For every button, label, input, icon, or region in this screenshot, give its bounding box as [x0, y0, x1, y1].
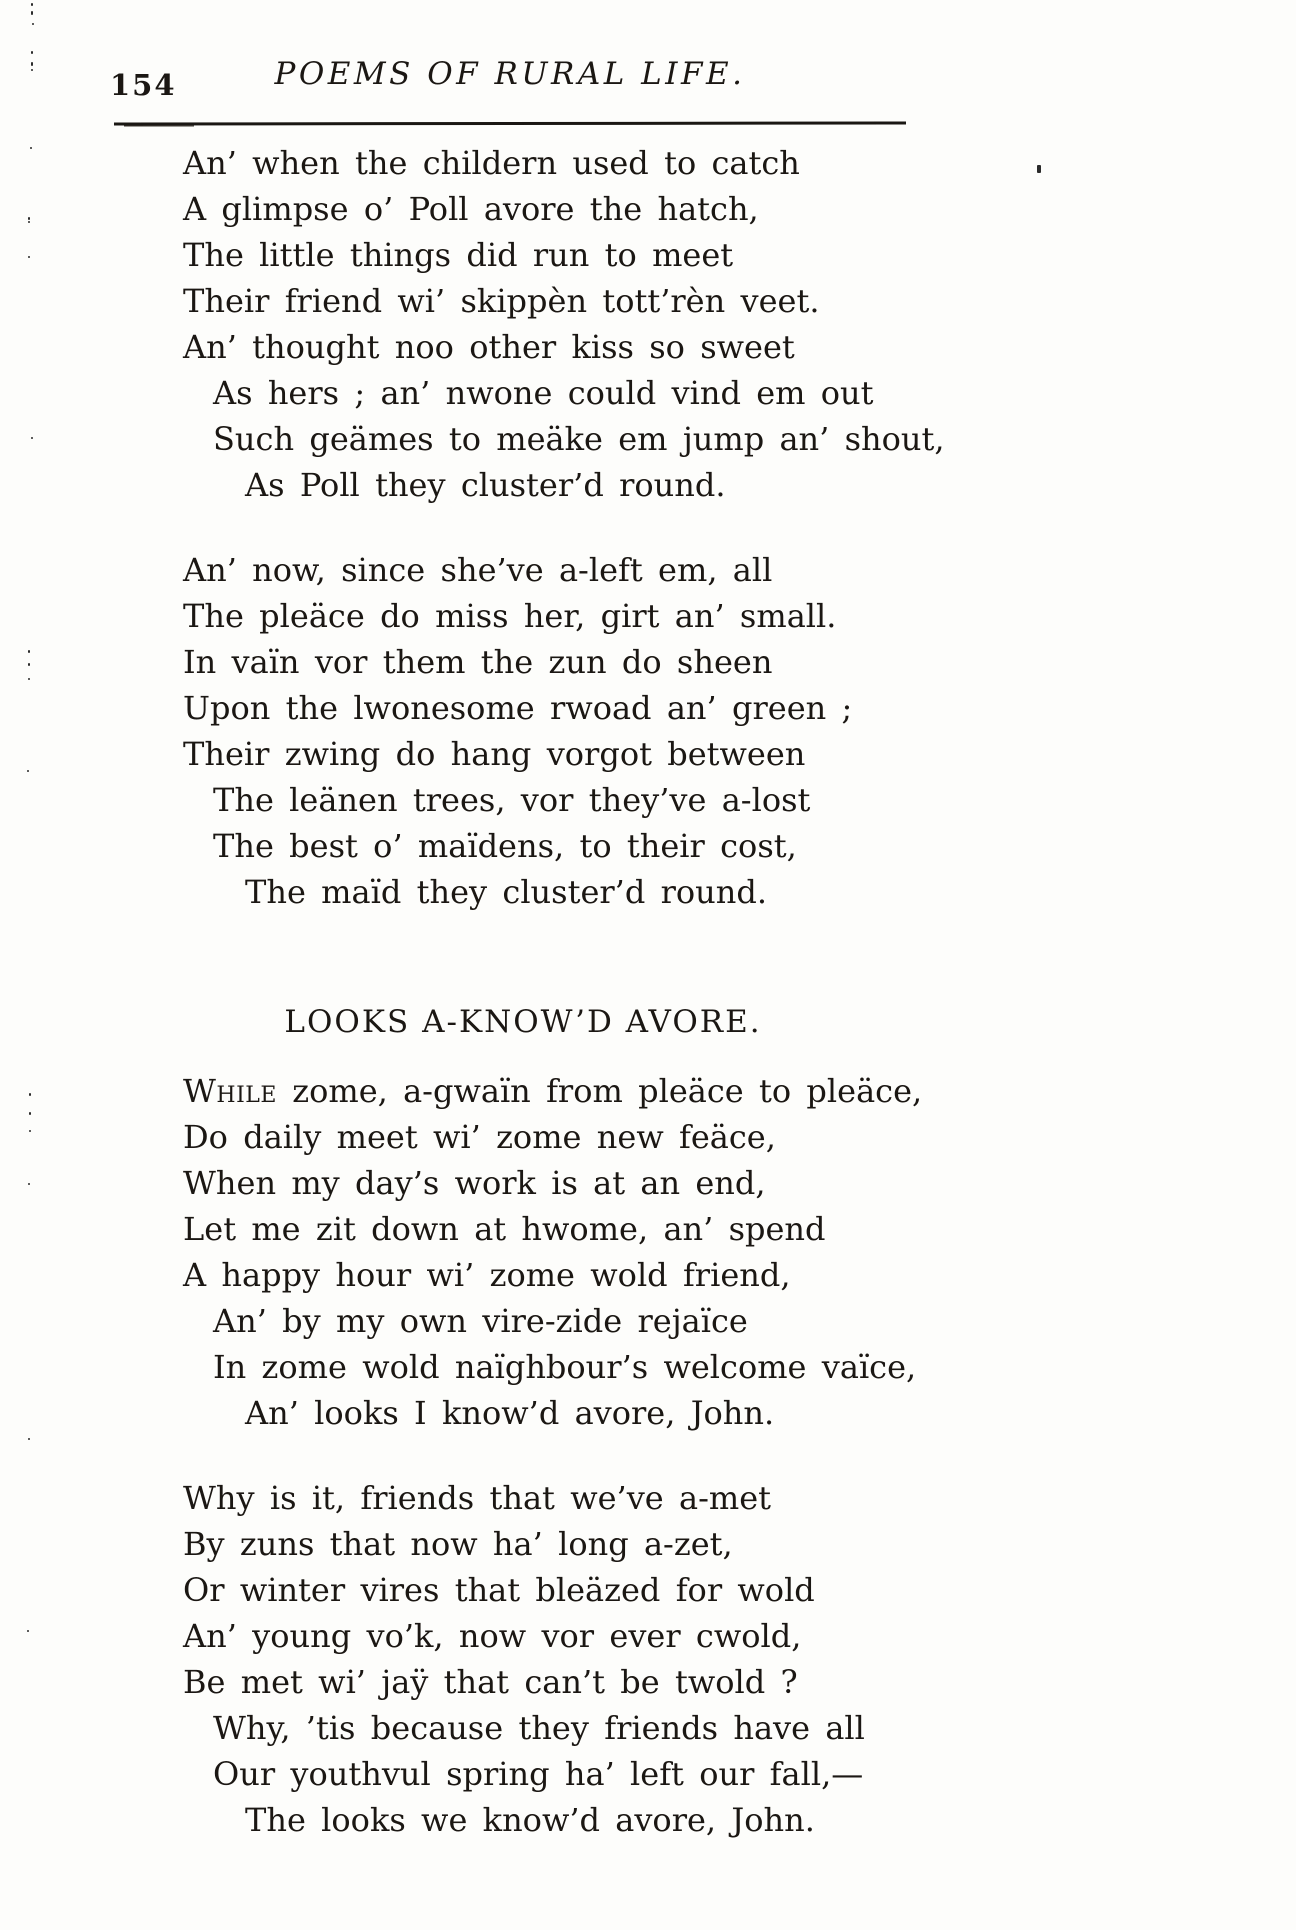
poem-line: When my day’s work is at an end, [183, 1164, 766, 1202]
header-rule [114, 121, 906, 125]
scan-speck [31, 437, 33, 439]
poem-line: The looks we know’d avore, John. [245, 1801, 815, 1839]
scan-speck [27, 1630, 29, 1632]
poem-line: Upon the lwonesome rwoad an’ green ; [183, 689, 853, 727]
scan-speck [28, 650, 30, 653]
scan-speck [28, 256, 30, 258]
scan-speck [29, 1093, 31, 1096]
stanza [183, 1068, 1256, 1436]
scan-speck [32, 23, 34, 25]
smallcaps-lead: While [183, 1072, 277, 1110]
poem-line: An’ when the childern used to catch [183, 144, 800, 182]
scan-speck [1037, 165, 1041, 173]
stanza [183, 140, 1256, 508]
poem-line: Their zwing do hang vorgot between [183, 735, 806, 773]
poem-line: The maïd they cluster’d round. [245, 873, 768, 911]
scan-speck [30, 147, 32, 149]
scan-speck [31, 11, 33, 15]
poem-title: LOOKS A-KNOW’D AVORE. [284, 1004, 762, 1040]
scan-speck [29, 1130, 31, 1132]
scan-speck [31, 51, 33, 54]
scan-speck [28, 221, 30, 223]
poem-line: In vaïn vor them the zun do sheen [183, 643, 773, 681]
poem-line: Their friend wi’ skippèn tott’rèn veet. [183, 282, 820, 320]
poem-line: Such geämes to meäke em jump an’ shout, [213, 420, 945, 458]
scan-speck [31, 69, 33, 71]
scan-speck [28, 1438, 30, 1440]
poem-line: The little things did run to meet [183, 236, 734, 274]
poem-line: The pleäce do miss her, girt an’ small. [183, 597, 837, 635]
scan-speck [28, 663, 30, 666]
scan-speck [28, 217, 30, 220]
poem-line: As hers ; an’ nwone could vind em out [213, 374, 874, 412]
scan-speck [28, 1183, 30, 1185]
poem-line: An’ thought noo other kiss so sweet [183, 328, 795, 366]
poem-line: As Poll they cluster’d round. [245, 466, 726, 504]
poem-line: Be met wi’ jaÿ that can’t be twold ? [183, 1663, 798, 1701]
scan-speck [27, 770, 29, 772]
poem-line: Do daily meet wi’ zome new feäce, [183, 1118, 776, 1156]
poem-line: The best o’ maïdens, to their cost, [213, 827, 797, 865]
poem-line: Why is it, friends that we’ve a-met [183, 1479, 772, 1517]
scan-speck [31, 62, 33, 66]
poem-line: By zuns that now ha’ long a-zet, [183, 1525, 733, 1563]
poem-line: Or winter vires that bleäzed for wold [183, 1571, 815, 1609]
poem-line: A happy hour wi’ zome wold friend, [183, 1256, 791, 1294]
stanza [183, 1475, 1256, 1843]
scan-speck [29, 1112, 31, 1115]
scan-speck [28, 678, 30, 680]
running-title: POEMS OF RURAL LIFE. [274, 56, 746, 92]
poem-line: An’ by my own vire-zide rejaïce [213, 1302, 748, 1340]
poem-line: An’ now, since she’ve a-left em, all [183, 551, 773, 589]
poem-line: Why, ’tis because they friends have all [213, 1709, 865, 1747]
poem-line: An’ looks I know’d avore, John. [245, 1394, 775, 1432]
poem-line: An’ young vo’k, now vor ever cwold, [183, 1617, 802, 1655]
poem-line: The leänen trees, vor they’ve a-lost [213, 781, 811, 819]
poem-line: Our youthvul spring ha’ left our fall,— [213, 1755, 864, 1793]
scan-speck [31, 3, 33, 6]
poem-line: A glimpse o’ Poll avore the hatch, [183, 190, 759, 228]
poem-body [183, 140, 1256, 1882]
poem-line: While zome, a-gwaïn from pleäce to pleäce, [183, 1072, 923, 1110]
poem-line: In zome wold naïghbour’s welcome vaïce, [213, 1348, 917, 1386]
poem-line: Let me zit down at hwome, an’ spend [183, 1210, 826, 1248]
page-number: 154 [110, 68, 177, 102]
stanza [183, 547, 1256, 915]
